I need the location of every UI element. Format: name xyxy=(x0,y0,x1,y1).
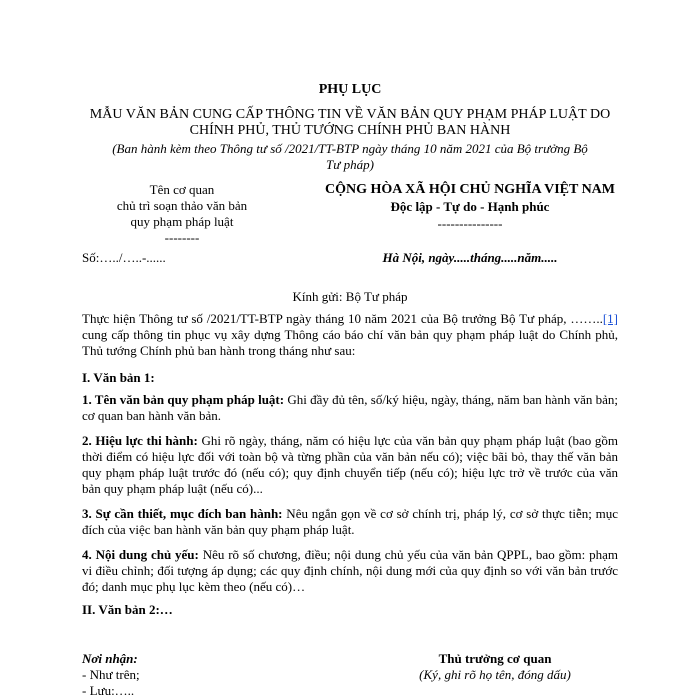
agency-divider: -------- xyxy=(164,230,200,245)
subtitle-line-1: MẪU VĂN BẢN CUNG CẤP THÔNG TIN VỀ VĂN BẢN QUY PHẠM PHÁP LUẬT DO xyxy=(89,107,611,122)
item-4-label: 4. Nội dung chủ yếu: xyxy=(82,547,199,562)
nation-divider: --------------- xyxy=(437,216,503,231)
item-3-text: Nêu ngắn gọn về cơ sở chính trị, pháp lý, cơ sở thực tiễn; mục đích của việc ban hành văn bản quy phạm pháp luật. xyxy=(82,506,619,537)
agency-line-2: chủ trì soạn thảo văn bản xyxy=(116,198,248,213)
subtitle-line-2: CHÍNH PHỦ, THỦ TƯỚNG CHÍNH PHỦ BAN HÀNH xyxy=(189,123,511,138)
section-2-heading: II. Văn bản 2:… xyxy=(82,602,173,617)
issued-line-2: Tư pháp) xyxy=(326,157,374,172)
section-1-item-1 xyxy=(82,392,618,424)
agency-block xyxy=(82,182,282,246)
issued-with-note xyxy=(60,141,640,173)
item-1-text: Ghi đầy đủ tên, số/ký hiệu, ngày, tháng, năm ban hành văn bản; cơ quan ban hành văn bản. xyxy=(82,392,618,423)
recipient-item: - Như trên; xyxy=(82,667,140,682)
signature-block xyxy=(360,651,630,683)
agency-line-3: quy phạm pháp luật xyxy=(130,214,234,229)
issued-line-1: (Ban hành kèm theo Thông tư số /2021/TT-BTP ngày tháng 10 năm 2021 của Bộ trưởng Bộ xyxy=(112,141,588,156)
place-date: Hà Nội, ngày.....tháng.....năm..... xyxy=(382,250,558,265)
item-2-text: Ghi rõ ngày, tháng, năm có hiệu lực của văn bản quy phạm pháp luật (bao gồm thời điểm có hiệu lực đối với toàn bộ và từng phần của văn bản nếu có); việc bãi bỏ, thay thế văn bản quy phạm pháp luật trước đó (nếu có); quy định chuyển tiếp (nếu có); hiệu lực trở về trước của văn bản quy phạm pháp luật (nếu có)... xyxy=(82,433,618,496)
intro-text-2: cung cấp thông tin phục vụ xây dựng Thông cáo báo chí văn bản quy phạm pháp luật do Chính phủ, Thủ tướng Chính phủ ban hành trong tháng như sau: xyxy=(82,327,618,358)
nation-name: CỘNG HÒA XÃ HỘI CHỦ NGHĨA VIỆT NAM xyxy=(324,182,615,197)
agency-line-1: Tên cơ quan xyxy=(149,182,215,197)
section-1-heading: I. Văn bản 1: xyxy=(82,370,155,385)
section-1-item-3 xyxy=(82,506,618,538)
item-1-label: 1. Tên văn bản quy phạm pháp luật: xyxy=(82,392,285,407)
national-header xyxy=(310,181,630,232)
recipients-label: Nơi nhận: xyxy=(82,651,138,666)
intro-text-1: Thực hiện Thông tư số /2021/TT-BTP ngày tháng 10 năm 2021 của Bộ trưởng Bộ Tư pháp, …….. xyxy=(82,311,603,326)
section-1-item-2 xyxy=(82,433,618,497)
signer-note: (Ký, ghi rõ họ tên, đóng dấu) xyxy=(419,667,571,682)
item-4-text: Nêu rõ số chương, điều; nội dung chủ yếu của văn bản QPPL, bao gồm: phạm vi điều chỉnh; đối tượng áp dụng; các quy định chính, nội dung mới của quy định so với văn bản trước đó; danh mục phụ lục kèm theo (nếu có)… xyxy=(82,547,618,594)
item-2-label: 2. Hiệu lực thi hành: xyxy=(82,433,198,448)
recipients-block xyxy=(82,651,140,699)
recipient-line: Kính gửi: Bộ Tư pháp xyxy=(292,289,408,304)
intro-paragraph xyxy=(82,311,618,359)
footnote-link[interactable]: [1] xyxy=(602,311,618,326)
document-number: Số:…../…..-...... xyxy=(82,250,166,265)
appendix-subtitle xyxy=(40,107,660,139)
signer-title: Thủ trưởng cơ quan xyxy=(438,651,552,666)
nation-motto: Độc lập - Tự do - Hạnh phúc xyxy=(390,199,550,214)
section-1-item-4 xyxy=(82,547,618,595)
appendix-title: PHỤ LỤC xyxy=(318,82,382,97)
item-3-label: 3. Sự cần thiết, mục đích ban hành: xyxy=(82,506,283,521)
recipient-item: - Lưu:….. xyxy=(82,683,135,698)
